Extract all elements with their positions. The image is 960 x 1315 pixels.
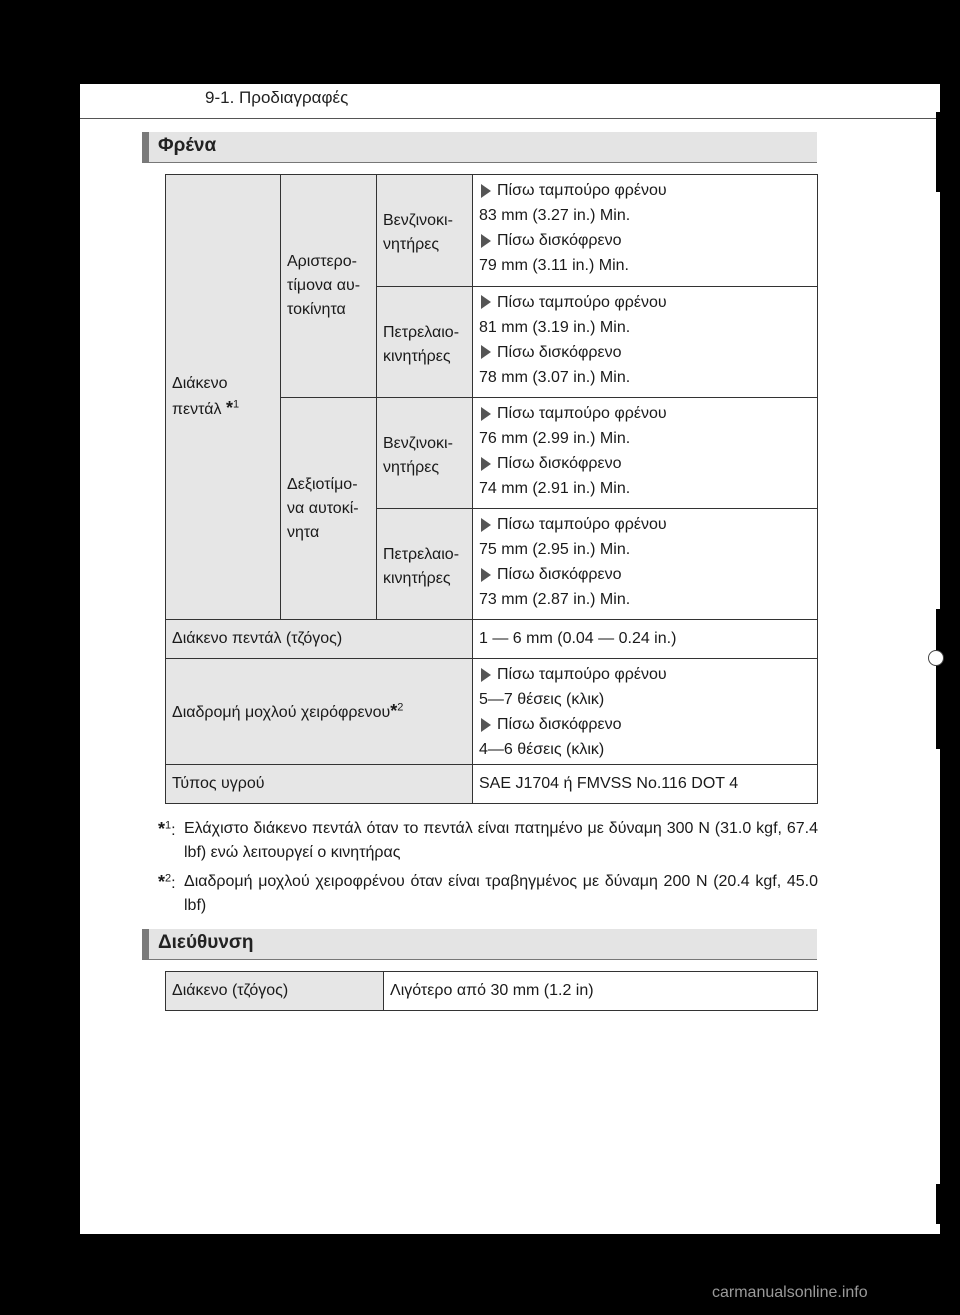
edge-mark	[936, 112, 940, 192]
footnote-text: Ελάχιστο διάκενο πεντάλ όταν το πεντάλ είναι πατημένο με δύναμη 300 N (31.0 kgf, 67.4 lbf) ενώ λειτουργεί ο κινητήρας	[184, 820, 818, 861]
list-item: Πίσω δισκόφρενο	[479, 562, 811, 587]
edge-mark	[936, 609, 940, 749]
footnote-ref: 1	[232, 398, 240, 411]
fluid-label-cell	[166, 765, 473, 804]
footnote-ref: 2	[397, 701, 404, 714]
lhd-diesel-cell	[377, 286, 473, 398]
footnote-2: *$^2$: Διαδρομή μοχλού χειροφρένου όταν είναι τραβηγμένος με δύναμη 200 N (20.4 kgf, 45.0 lbf)	[158, 870, 818, 918]
free-play-label-cell	[166, 620, 473, 659]
triangle-bullet-icon	[481, 234, 491, 248]
value-line: 83 mm (3.27 in.) Min.	[479, 207, 631, 224]
value-line: 5—7 θέσεις (κλικ)	[479, 691, 605, 708]
fluid-label: Τύπος υγρού	[172, 775, 265, 792]
gasoline-label: Βενζινοκι-νητήρες	[383, 212, 453, 253]
section-bar-brakes	[142, 132, 817, 163]
triangle-bullet-icon	[481, 668, 491, 682]
value-line: 4—6 θέσεις (κλικ)	[479, 741, 605, 758]
fluid-value: SAE J1704 ή FMVSS No.116 DOT 4	[473, 765, 818, 804]
steering-free-play-label: Διάκενο (τζόγος)	[172, 982, 289, 999]
steering-table	[165, 971, 818, 1011]
lhd-gasoline-cell	[377, 175, 473, 287]
list-item: Πίσω ταμπούρο φρένου	[479, 512, 811, 537]
value-line: 75 mm (2.95 in.) Min.	[479, 541, 631, 558]
footnote-mark: 2	[165, 872, 172, 885]
value-line: 78 mm (3.07 in.) Min.	[479, 368, 631, 386]
triangle-bullet-icon	[481, 457, 491, 471]
site-watermark: carmanualsonline.info	[712, 1284, 868, 1301]
section-tick	[142, 132, 149, 162]
free-play-value: 1 — 6 mm (0.04 — 0.24 in.)	[473, 620, 818, 659]
footnote-1: *$^1$: Ελάχιστο διάκενο πεντάλ όταν το πεντάλ είναι πατημένο με δύναμη 300 N (31.0 kgf, 67.4 lbf) ενώ λειτουργεί ο κινητήρας	[158, 817, 818, 865]
rhd-gasoline-cell	[377, 398, 473, 509]
brakes-table	[165, 174, 818, 804]
section-bar-steering	[142, 929, 817, 960]
value-line: 73 mm (2.87 in.) Min.	[479, 591, 631, 608]
footnote-text: Διαδρομή μοχλού χειροφρένου όταν είναι τραβηγμένος με δύναμη 200 N (20.4 kgf, 45.0 lbf)	[184, 873, 818, 914]
chapter-header: 9-1. Προδιαγραφές	[205, 88, 349, 107]
lhd-gasoline-values	[473, 175, 818, 287]
rhd-diesel-cell	[377, 509, 473, 620]
rhd-label: Δεξιοτίμο-να αυτοκί-νητα	[287, 475, 359, 541]
section-tick	[142, 929, 149, 959]
gasoline-label: Βενζινοκι-νητήρες	[383, 435, 453, 476]
lever-travel-label: Διαδρομή μοχλού χειρόφρενου	[172, 703, 391, 721]
triangle-bullet-icon	[481, 345, 491, 359]
registration-mark-icon	[928, 650, 944, 666]
lhd-label-cell	[281, 175, 377, 398]
lhd-diesel-values	[473, 286, 818, 398]
free-play-label: Διάκενο πεντάλ (τζόγος)	[172, 630, 343, 647]
edge-mark	[936, 1184, 940, 1224]
lever-travel-label-cell	[166, 659, 473, 765]
list-item: Πίσω δισκόφρενο	[479, 451, 811, 476]
value-line: 74 mm (2.91 in.) Min.	[479, 480, 631, 497]
steering-label-cell	[166, 972, 384, 1011]
value-line: 81 mm (3.19 in.) Min.	[479, 318, 631, 336]
triangle-bullet-icon	[481, 184, 491, 198]
value-line: 76 mm (2.99 in.) Min.	[479, 430, 631, 447]
pedal-clearance-label-cell	[166, 175, 281, 620]
footnote-mark: 1	[165, 819, 172, 832]
list-item: Πίσω δισκόφρενο	[479, 712, 811, 737]
triangle-bullet-icon	[481, 718, 491, 732]
lhd-label: Αριστερο-τίμονα αυ-τοκίνητα	[287, 253, 361, 318]
section-title-steering: Διεύθυνση	[158, 932, 254, 953]
triangle-bullet-icon	[481, 407, 491, 421]
footnote-star: *	[225, 398, 233, 418]
triangle-bullet-icon	[481, 295, 491, 309]
footnote-star: *	[390, 700, 398, 721]
header-rule	[80, 118, 938, 119]
steering-free-play-value: Λιγότερο από 30 mm (1.2 in)	[384, 972, 818, 1011]
diesel-label: Πετρελαιο-κινητήρες	[383, 323, 460, 365]
manual-page	[80, 84, 940, 1234]
list-item: Πίσω ταμπούρο φρένου	[479, 662, 811, 687]
section-title-brakes: Φρένα	[158, 135, 217, 156]
pedal-clearance-label: Διάκενο πεντάλ	[172, 375, 228, 418]
value-line: 79 mm (3.11 in.) Min.	[479, 257, 629, 274]
diesel-label: Πετρελαιο-κινητήρες	[383, 546, 460, 587]
triangle-bullet-icon	[481, 568, 491, 582]
list-item: Πίσω ταμπούρο φρένου	[479, 178, 811, 203]
triangle-bullet-icon	[481, 518, 491, 532]
lever-travel-values	[473, 659, 818, 765]
rhd-label-cell	[281, 398, 377, 620]
list-item: Πίσω δισκόφρενο	[479, 228, 811, 253]
list-item: Πίσω δισκόφρενο	[479, 340, 811, 365]
rhd-diesel-values	[473, 509, 818, 620]
rhd-gasoline-values	[473, 398, 818, 509]
list-item: Πίσω ταμπούρο φρένου	[479, 401, 811, 426]
list-item: Πίσω ταμπούρο φρένου	[479, 290, 811, 315]
